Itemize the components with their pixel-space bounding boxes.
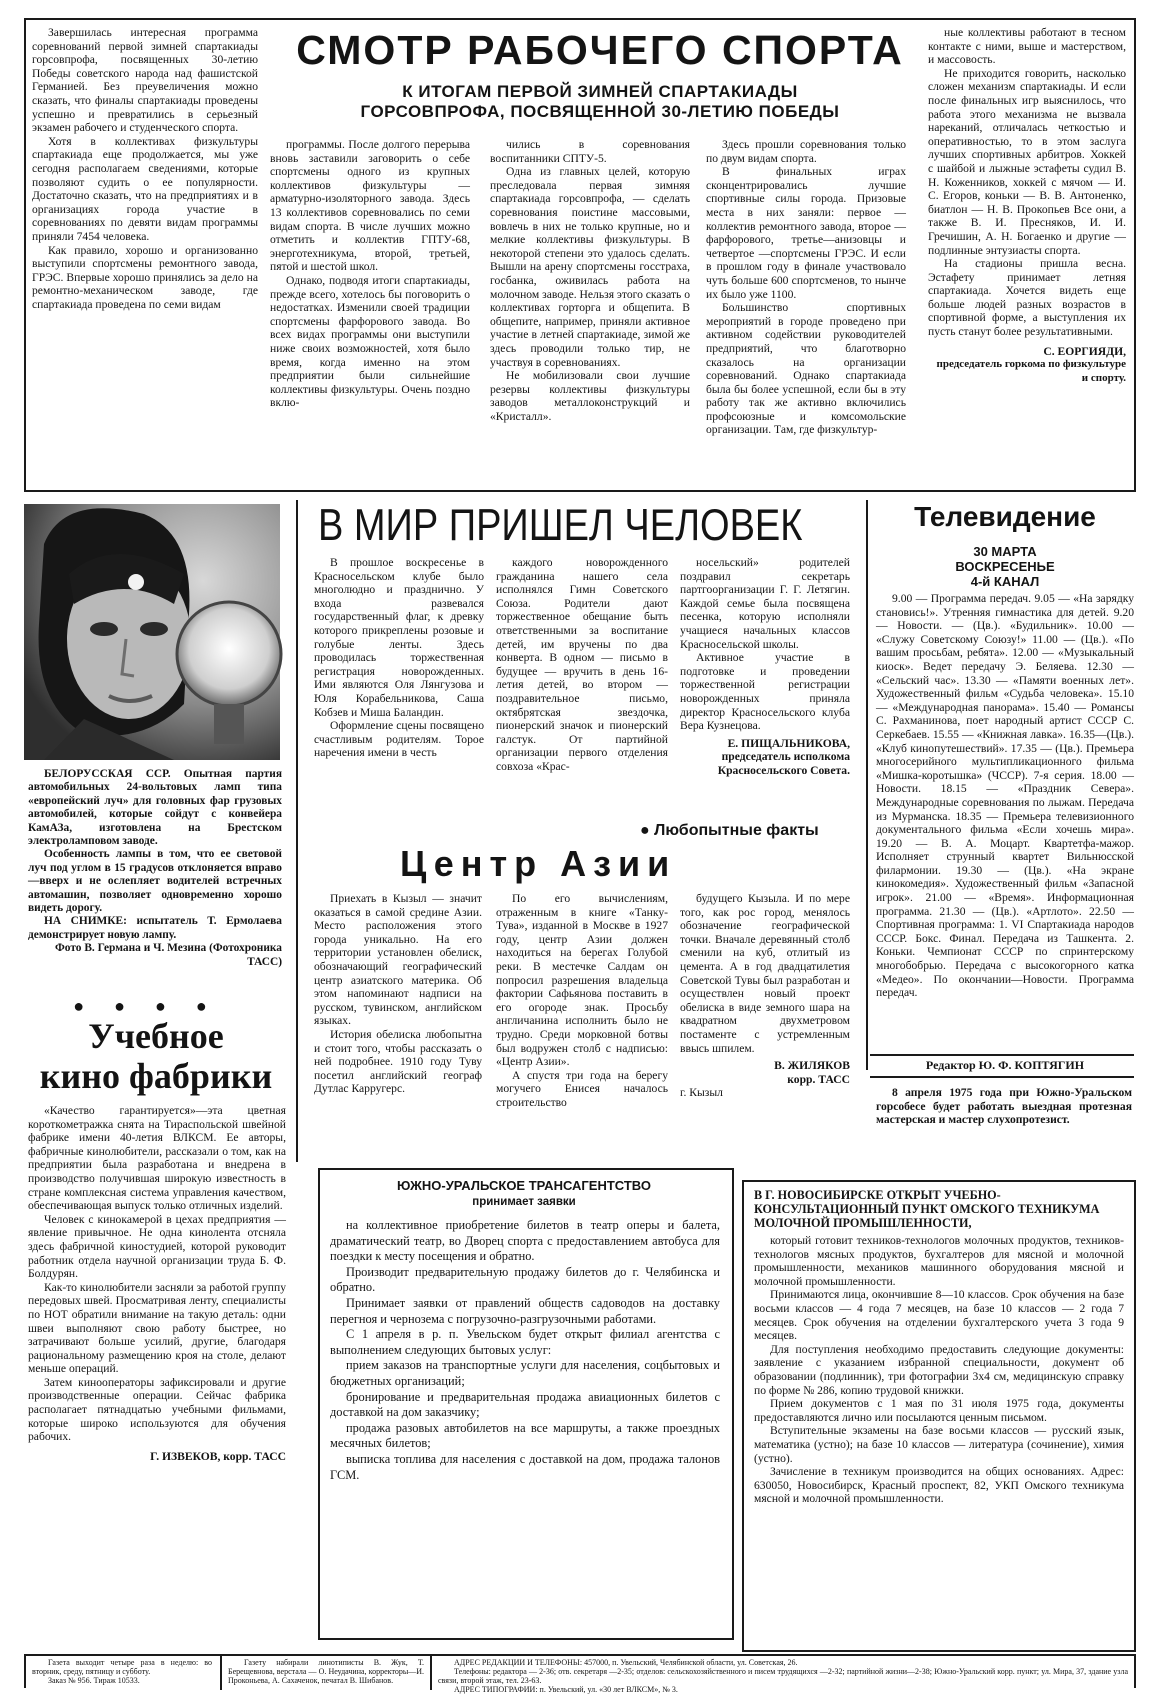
- tv-title: Телевидение: [914, 501, 1096, 532]
- paragraph: выписка топлива для населения с доставкой на дом, продажа талонов ГСМ.: [330, 1451, 720, 1482]
- kino-headline-line-2: кино фабрики: [39, 1056, 273, 1096]
- sport-col-5: [928, 26, 1126, 484]
- paragraph: Человек с кинокамерой в цехах предприятия — явление привычное. Не одна кинолента отсняла здесь фабричной киностудией, которой руководит работник отдела научной организации труда Б. Ф. Болдурян.: [28, 1212, 286, 1281]
- mir-col-1: [314, 556, 484, 820]
- paragraph: Как-то кинолюбители засняли за работой группу передовых швей. Просматривая ленту, специалисты по НОТ обратили внимание на такую деталь: одни швеи выполняют свою работу быстрее, но затрачивают больше усилий, другие, благодаря рациональному размещению кроя на столе, делают меньше операций.: [28, 1280, 286, 1376]
- photo-credit: Фото В. Германа и Ч. Мезина (Фотохроника ТАСС): [55, 942, 282, 968]
- sport-col-4: [706, 138, 906, 484]
- paragraph: Однако, подводя итоги спартакиады, прежде всего, хотелось бы поговорить о недостатках. Изменили своей традиции спортсмены фарфорового завода. Во всех видах программы они выступили ниже своих возможностей, хотя было время, когда именно на этом предприятии были сильнейшие коллективы физкультуры. Очень поздно вклю-: [270, 273, 470, 410]
- facts-signature: В. ЖИЛЯКОВ: [774, 1059, 850, 1073]
- facts-signature-title: корр. ТАСС: [787, 1072, 850, 1086]
- kino-dots: ●●●●: [73, 996, 237, 1016]
- sport-col-1: [32, 26, 258, 484]
- sport-subhead: [290, 82, 910, 122]
- paragraph: По его вычислениям, отраженным в книге «Танку-Тува», изданной в Москве в 1927 году, центр Азии должен находиться на берегах Голубой реки. В местечке Салдам он попросил разрешения владельца фактории Сафьянова поставить в его огороде знак. Просьбу англичанина исполнить было не трудно. Среди морковной ботвы был водружен столб с надписью: «Центр Азии».: [496, 892, 668, 1069]
- footer-address-title: АДРЕС РЕДАКЦИИ И ТЕЛЕФОНЫ: 457000, п. Увельский, Челябинской области, ул. Советская, 26.: [454, 1658, 798, 1667]
- paragraph: Здесь прошли соревнования только по двум видам спорта.: [706, 138, 906, 165]
- notice-small-text: 8 апреля 1975 года при Южно-Уральском горсобесе будет работать выездная протезная мастерская и мастер слухопротезист.: [876, 1086, 1132, 1127]
- paragraph: Для поступления необходимо предоставить следующие документы: заявление с указанием избранной специальности, документ об образовании (подлинник), три фотографии 3х4 см, медицинскую справку по форме № 286, копию трудовой книжки.: [754, 1342, 1124, 1397]
- paragraph: каждого новорожденного гражданина нашего села исполнялся Гимн Советского Союза. Родители дают торжественное обещание быть ответственными за воспитание детей, им вручены по два конверта. В одном — письмо в будущее — вручить в день 16-летия детей, во втором — поздравительное письмо, октябрятская звездочка, пионерский значок и пионерский галстук. От партийной организации первого отделения совхоза «Крас-: [496, 556, 668, 773]
- facts-kicker-label: Любопытные факты: [654, 822, 819, 839]
- paragraph: Не мобилизовали свои лучшие резервы коллективы физкультуры заводов металлоконструкций и «Кристалл».: [490, 369, 690, 423]
- sport-col-3: [490, 138, 690, 484]
- paragraph: бронирование и предварительная продажа авиационных билетов с доставкой на дом заказчику;: [330, 1389, 720, 1420]
- footer-divider-1: [220, 1654, 222, 1690]
- paragraph: Как правило, хорошо и организованно выступили спортсмены ремонтного завода, ГРЭС. Впервые хорошо принялись за дело на ремонтно-механическом заводе, где спартакиада проведена по семи видам: [32, 243, 258, 311]
- mir-col-3: [680, 556, 850, 820]
- paragraph: программы. После долгого перерыва вновь заставили заговорить о себе спортсмены одного из крупных коллективов физкультуры — арматурно-изоляторного завода. Здесь 13 коллективов соревновались по семи видам спорта. В числе лучших можно отметить и коллектив ГПТУ-68, энерготехникума, второй, третьей, пятой и шестой школ.: [270, 138, 470, 274]
- paragraph: на коллективное приобретение билетов в театр оперы и балета, драматический театр, во Дворец спорта с предоставлением автобуса для поездки к месту посещения и обратно.: [330, 1218, 720, 1264]
- photo-caption-note: НА СНИМКЕ: испытатель Т. Ермолаева демонстрирует новую лампу.: [28, 915, 282, 941]
- paragraph: Зачисление в техникум производится на общих основаниях. Адрес: 630050, Новосибирск, Красный проспект, 82, УКП Омского техникума мясной и молочной промышленности.: [754, 1465, 1124, 1506]
- sport-headline: СМОТР РАБОЧЕГО СПОРТА: [296, 27, 904, 73]
- footer-order: Заказ № 956. Тираж 10533.: [48, 1676, 140, 1685]
- sport-signature: С. ЕОРГИЯДИ,: [1043, 344, 1126, 358]
- sport-subhead-line-2: ГОРСОВПРОФА, ПОСВЯЩЕННОЙ 30-ЛЕТИЮ ПОБЕДЫ: [360, 102, 840, 121]
- footer-phones: Телефоны: редактора — 2-36; отв. секретаря —2-35; отделов: сельскохозяйственного и писем трудящихся —2-32; партийной жизни—2-38; Южно-Уральский корр. пункт; ул. Мира, 37, здание узла связи, второй этаж, тел. 23-63.: [438, 1667, 1128, 1685]
- paragraph: В прошлое воскресенье в Красносельском клубе было многолюдно и празднично. У входа развевался государственный флаг, к древку которого прикреплены розовые и голубые ленты. Здесь проводилась торжественная регистрация новорожденных. Ими являются Оля Лянгузова и Юля Корабельникова, Саша Кобзев и Миша Баландин.: [314, 556, 484, 719]
- kino-signature: Г. ИЗВЕКОВ, корр. ТАСС: [150, 1449, 286, 1463]
- sport-subhead-line-1: К ИТОГАМ ПЕРВОЙ ЗИМНЕЙ СПАРТАКИАДЫ: [402, 82, 798, 101]
- paragraph: Прием документов с 1 мая по 31 июля 1975 года, документы предоставляются лично или посылаются ценным письмом.: [754, 1397, 1124, 1424]
- tv-channel: 4-й КАНАЛ: [970, 574, 1040, 589]
- footer-staff-text: Газету набирали линотиписты В. Жук, Т. Берещевнова, верстала — О. Неудачина, корректоры—И. Проконьева, А. Сахаченок, печатал В. Шибанов.: [228, 1658, 424, 1685]
- tv-day: ВОСКРЕСЕНЬЕ: [955, 559, 1055, 574]
- paragraph: Хотя в коллективах физкультуры спартакиада еще продолжается, мы уже сегодня располагаем сведениями, которые позволяют судить о ее популярности. Достаточно сказать, что на предприятиях и в организациях города участие в соревнованиях по девяти видам программы приняли 7454 человека.: [32, 134, 258, 243]
- photo-caption-lead: БЕЛОРУССКАЯ ССР. Опытная партия автомобильных 24-вольтовых ламп типа «европейский луч» для головных фар грузовых автомобилей, которые сойдут с конвейера КамАЗа, изготовлена на Брестском электроламповом заводе.: [28, 768, 282, 848]
- paragraph: Затем кинооператоры зафиксировали и другие производственные операции. Сейчас фабрика располагает пятнадцатью учебными фильмами, которые широко используются для обучения рабочих.: [28, 1375, 286, 1444]
- trans-subtitle: принимает заявки: [472, 1196, 576, 1208]
- facts-col-3: [680, 892, 850, 1148]
- novosib-title: В Г. НОВОСИБИРСКЕ ОТКРЫТ УЧЕБНО-КОНСУЛЬТАЦИОННЫЙ ПУНКТ ОМСКОГО ТЕХНИКУМА МОЛОЧНОЙ ПРОМЫШЛЕННОСТИ,: [754, 1188, 1100, 1230]
- footer-staff: [228, 1658, 424, 1688]
- tv-date: 30 МАРТА: [973, 544, 1037, 559]
- footer-address: [438, 1658, 1128, 1694]
- sport-signature-title: председатель горкома по физкультуре и спорту.: [936, 358, 1126, 384]
- footer-issue: [32, 1658, 212, 1688]
- paragraph: будущего Кызыла. И по мере того, как рос город, менялось обозначение географической точки. Вначале деревянный столб сменили на куб, отлитый из цемента. А в год двадцатилетия Советской Тувы был разработан и осуществлен новый проект обелиска в виде земного шара на квадратном двухметровом постаменте с устремленным ввысь шпилем.: [680, 892, 850, 1055]
- woman-with-lamp-icon: [24, 504, 280, 760]
- mir-headline: В МИР ПРИШЕЛ ЧЕЛОВЕК: [318, 501, 803, 551]
- photo-caption: [28, 768, 282, 972]
- photo-lamp-tester: [24, 504, 280, 760]
- sport-col-2: [270, 138, 470, 484]
- trans-text: [330, 1218, 720, 1628]
- mir-signature-title: председатель исполкома Красносельского Совета.: [717, 750, 850, 777]
- facts-headline: Центр Азии: [400, 843, 677, 884]
- sport-col-5-text: [928, 26, 1126, 339]
- paragraph: Производит предварительную продажу билетов до г. Челябинска и обратно.: [330, 1264, 720, 1295]
- paragraph: продажа разовых автобилетов на все маршруты, а также проездных месячных билетов;: [330, 1420, 720, 1451]
- paragraph: История обелиска любопытна и стоит того, чтобы рассказать о ней подробнее. 1910 году Туву посетил английский географ Дутлас Карругерс.: [314, 1027, 482, 1096]
- notice-small: [876, 1086, 1132, 1152]
- novosib-text: [754, 1234, 1124, 1644]
- paragraph: Большинство спортивных мероприятий в городе проведено при активном содействии руководителей предприятий, что благотворно сказалось на организации соревнований. Однако спартакиада была бы более успешной, если бы в эту работу так же активно включились профсоюзные и комсомольские организации. Там, где физкультур-: [706, 301, 906, 437]
- kino-article: [28, 1104, 286, 1650]
- paragraph: Активное участие в подготовке и проведении торжественной регистрации новорожденных приняла директор Красносельского клуба Вера Кузнецова.: [680, 651, 850, 733]
- paragraph: Одна из главных целей, которую преследовала первая зимняя спартакиада горсовпрофа, — сделать соревнования поистине массовыми, вовлечь в них не только крупные, но и мелкие коллективы физкультуры. В некоторой степени это удалось сделать. Вышли на арену спортсмены госстраха, госбанка, оживилась работа на молочном заводе. Нельзя этого сказать о коллективах горторга и общепита. В общепите, например, приняли активное участие в летней спартакиаде, зимой же здесь проводили только тир, не участвуя в соревнованиях.: [490, 165, 691, 369]
- paragraph: Принимает заявки от правлений обществ садоводов на доставку перегноя и чернозема с погрузочно-разгрузочными работами.: [330, 1295, 720, 1326]
- trans-title: ЮЖНО-УРАЛЬСКОЕ ТРАНСАГЕНТСТВО: [397, 1178, 651, 1193]
- mir-signature: Е. ПИЩАЛЬНИКОВА,: [727, 736, 850, 750]
- paragraph: Оформление сцены посвящено счастливым родителям. Торое наречения имени в честь: [314, 719, 484, 760]
- mir-col-2: [496, 556, 668, 820]
- paragraph: носельский» родителей поздравил секретарь партгоорганизации Г. Г. Летягин. Каждой семье была посвящена песенка, которую исполняли учащиеся начальных классов Красносельской школы.: [680, 556, 850, 651]
- divider-right: [866, 500, 868, 1070]
- tv-schedule-text: 9.00 — Программа передач. 9.05 — «На зарядку становись!». Утренняя гимнастика для детей. 9.20 — Новости. — (Цв.). «Будильник». 10.00 — «Служу Советскому Союзу!» 11.00 — (Цв.). «По вашим просьбам, ребята». 12.00 — «Музыкальный киоск». Ведет передачу Э. Беляева. 12.30 — «Сельский час». 13.30 — «Памяти военных лет». Художественный фильм «Судьба человека». 15.10 — «Международная панорама». 15.40 — Романсы С. Рахманинова, поет народный артист СССР С. Серкебаев. 15.55 — «Книжная лавка». 16.35—(Цв.). «Клуб кинопутешествий». 17.35 — (Цв.). Премьера многосерийного мультипликационного фильма «Мишка-коротышка» (ЧССР). 7-я серия. 18.00 — Новости. 18.15 — «Праздник Севера». Международные соревнования по лыжам. Передача из Мурманска. 18.35 — Премьера телевизионного документального фильма «Если хочешь мира». 19.20 — В. А. Моцарт. Квартетфа-мажор. Исполняет струнный квартет Вильнюсской филармонии. 19.30 — (Цв.). «На экране кинокомедия». Художественный фильм «Запасной игрок». 21.00 — «Время». Информационная программа. 21.30 — (Цв.). «Артлото». 22.50 — Спортивная программа: 1. VI Спартакиада народов СССР. Бокс. Финал. Передача из Ташкента. 2. Коньки. Чемпионат СССР по спринтерскому многобобрью. Передача с высокогорного катка «Медео». По окончании—Новости. Программа передач.: [876, 592, 1134, 1000]
- tv-editor: Редактор Ю. Ф. КОПТЯГИН: [925, 1058, 1085, 1072]
- paragraph: Вступительные экзамены на базе восьми классов — русский язык, математика (устно); на базе 10 классов — литература (сочинение), химия (устно).: [754, 1424, 1124, 1465]
- divider-left: [296, 500, 298, 1162]
- bullet-icon: ●: [640, 822, 650, 839]
- facts-col-2: [496, 892, 668, 1144]
- footer-print-address: АДРЕС ТИПОГРАФИИ: п. Увельский, ул. «30 лет ВЛКСМ», № 3.: [454, 1685, 678, 1694]
- paragraph: А спустя три года на берегу могучего Енисея началось строительство: [496, 1068, 668, 1109]
- paragraph: чились в соревнования воспитанники СПТУ-5.: [490, 138, 690, 165]
- footer-divider-2: [430, 1654, 432, 1690]
- tv-date-block: [880, 544, 1130, 589]
- photo-caption-body: Особенность лампы в том, что ее световой луч под углом в 15 градусов отклоняется вправо—вверх и не ослепляет водителей встречных автомашин, позволяет одновременно хорошо видеть дорогу.: [28, 848, 282, 915]
- paragraph: Не приходится говорить, насколько сложен механизм спартакиады. И если после финальных игр выяснилось, что работа этого механизма не вызвала нареканий, отличалась четкостью и оперативностью, то в этом заслуга лучших спортивных арбитров. Хоккей с шайбой и лыжные эстафеты судил В. Н. Коженников, хоккей с мячом — И. С. Егоров, коньки — В. В. Антоненко, биатлон — Н. В. Прокопьев Все они, а также В. И. Пресняков, И. И. Гречишин, А. Н. Богаенко и другие — подлинные энтузиасты спорта.: [928, 66, 1126, 257]
- mir-col-3-text: [680, 556, 850, 733]
- kino-text: [28, 1104, 286, 1444]
- kino-headline: [20, 1016, 292, 1096]
- paragraph: Принимаются лица, окончившие 8—10 классов. Срок обучения на базе восьми классов — 4 года 7 месяцев, на базе 10 классов — 2 года 7 месяцев. Срок обучения на отделении бухгалтерского учета 3 года 9 месяцев.: [754, 1288, 1124, 1343]
- paragraph: В финальных играх сконцентрировались лучшие спортивные силы города. Призовые места в них заняли: первое — коллектив ремонтного завода, второе — фарфорового, третье—анизовцы и четвертое —спортсмены ГРЭС. И если в прошлом году в финале участвовало чуть больше 600 спортсменов, то нынче их было уже 1100.: [706, 165, 906, 301]
- footer-issue-text: Газета выходит четыре раза в неделю: во вторник, среду, пятницу и субботу.: [32, 1658, 212, 1676]
- paragraph: С 1 апреля в р. п. Увельском будет открыт филиал агентства с выполнением следующих бытовых услуг:: [330, 1327, 720, 1357]
- facts-kicker: [640, 822, 860, 840]
- tv-schedule: [876, 592, 1134, 1052]
- facts-place: г. Кызыл: [680, 1086, 723, 1100]
- paragraph: прием заказов на транспортные услуги для населения, соцбытовых и бюджетных организаций;: [330, 1358, 720, 1388]
- paragraph: На стадионы пришла весна. Эстафету принимает летняя спартакиада. Хочется видеть еще больше людей разных возрастов в спортивной форме, а выступления их пусть станут более результативными.: [928, 257, 1126, 339]
- paragraph: Приехать в Кызыл — значит оказаться в самой средине Азии. Место расположения этого города уникально. На его территории установлен обелиск, обозначающий географический центр азиатского материка. Об этом напоминают надписи на русском, тувинском, английском языках.: [314, 892, 482, 1028]
- paragraph: ные коллективы работают в тесном контакте с ними, выше и мастерством, и массовость.: [928, 26, 1126, 67]
- paragraph: который готовит техников-технологов молочных продуктов, техников-технологов мясных продуктов, бухгалтеров для мясной и молочной промышленности, механиков машинного оборудования мясной и молочной промышленности.: [754, 1234, 1124, 1288]
- paragraph: Завершилась интересная программа соревнований первой зимней спартакиады горсовпрофа, посвященных 30-летию Победы советского народа над фашистской Германией. Без преувеличения можно сказать, что финалы спартакиады проведены успешно и превратились в серьезный экзамен рабочего и студенческого спорта.: [32, 26, 258, 135]
- facts-col-1: [314, 892, 482, 1144]
- tv-rule: [870, 1054, 1134, 1056]
- tv-rule-2: [870, 1076, 1134, 1078]
- kino-headline-line-1: Учебное: [88, 1016, 224, 1056]
- facts-col-3-text: [680, 892, 850, 1055]
- paragraph: «Качество гарантируется»—эта цветная короткометражка снята на Тираспольской швейной фабрике имени 40-летия ВЛКСМ. Ее авторы, фабричные кинолюбители, рассказали о том, как на предприятии была разработана и внедрена в производство получившая широкую известность в стране комплексная система управления качеством, обеспечивающая выпуск только отличных изделий.: [28, 1104, 286, 1213]
